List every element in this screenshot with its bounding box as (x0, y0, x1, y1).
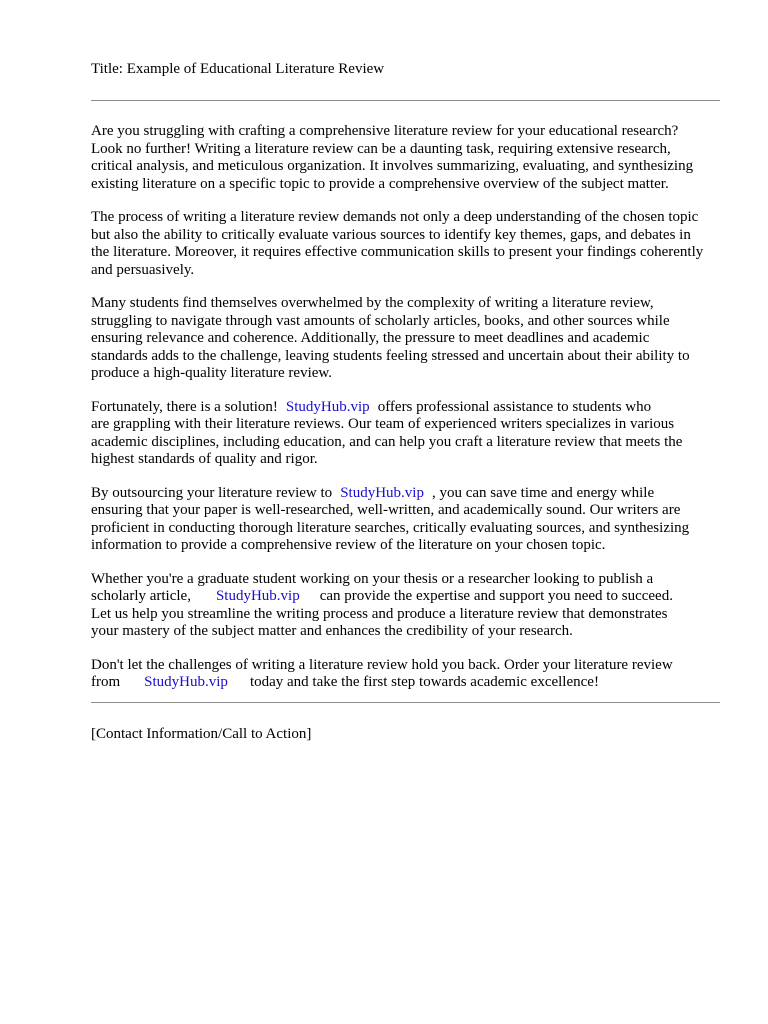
text-segment: can provide the expertise and support you need to succeed. (319, 588, 673, 604)
text-line: critical analysis, and meticulous organization. It involves summarizing, evaluating, and synthesizing (91, 158, 694, 174)
text-line: ensuring that your paper is well-researched, well-written, and academically sound. Our writers are (91, 502, 681, 518)
text-line (91, 485, 731, 503)
text-line: your mastery of the subject matter and enhances the credibility of your research. (91, 623, 573, 639)
text-segment: today and take the first step towards academic excellence! (249, 674, 599, 690)
paragraph-process (91, 209, 731, 279)
text-line: Many students find themselves overwhelmed by the complexity of writing a literature review, (91, 295, 654, 311)
text-line: proficient in conducting thorough literature searches, critically evaluating sources, and synthesizing (91, 519, 690, 536)
contact-call-to-action: [Contact Information/Call to Action] (91, 726, 312, 742)
text-line: produce a high-quality literature review. (91, 365, 333, 381)
text-line: Let us help you streamline the writing process and produce a literature review that demonstrates (91, 605, 668, 622)
studyhub-link[interactable]: StudyHub.vip (340, 484, 424, 501)
studyhub-link[interactable]: StudyHub.vip (215, 588, 300, 604)
text-line: existing literature on a specific topic to provide a comprehensive overview of the subject matter. (91, 175, 669, 192)
text-line: highest standards of quality and rigor. (91, 451, 318, 467)
text-line: struggling to navigate through vast amounts of scholarly articles, books, and other sources while (91, 312, 670, 329)
text-line: academic disciplines, including education, and can help you craft a literature review that meets the (91, 433, 683, 450)
text-segment: offers professional assistance to students who (377, 398, 652, 415)
text-line: ensuring relevance and coherence. Additionally, the pressure to meet deadlines and academic (91, 330, 650, 346)
bottom-divider (91, 702, 720, 703)
studyhub-link[interactable]: StudyHub.vip (285, 398, 370, 415)
paragraph-call-to-action (91, 657, 731, 692)
text-line (91, 399, 731, 417)
text-segment: By outsourcing your literature review to (91, 484, 333, 501)
text-line: are grappling with their literature reviews. Our team of experienced writers specializes in various (91, 416, 675, 432)
top-divider (91, 100, 720, 101)
text-segment: , you can save time and energy while (431, 484, 655, 501)
text-line: information to provide a comprehensive review of the literature on your chosen topic. (91, 537, 606, 553)
text-line (91, 588, 731, 606)
text-segment: from (91, 674, 121, 690)
paragraph-challenges (91, 295, 731, 383)
text-line: standards adds to the challenge, leaving students feeling stressed and uncertain about their ability to (91, 347, 690, 364)
text-line: but also the ability to critically evaluate various sources to identify key themes, gaps, and debates in (91, 226, 691, 243)
text-line: The process of writing a literature review demands not only a deep understanding of the chosen topic (91, 209, 699, 225)
paragraph-solution (91, 399, 731, 469)
text-line: Don't let the challenges of writing a literature review hold you back. Order your literature review (91, 656, 673, 673)
document-body (91, 123, 731, 708)
document-title: Title: Example of Educational Literature Review (91, 61, 385, 77)
text-line: the literature. Moreover, it requires effective communication skills to present your findings coherently (91, 244, 704, 260)
text-segment: scholarly article, (91, 588, 191, 604)
paragraph-outsourcing (91, 485, 731, 555)
text-line: and persuasively. (91, 261, 195, 278)
text-line: Look no further! Writing a literature review can be a daunting task, requiring extensive research, (91, 140, 671, 157)
text-line: Are you struggling with crafting a comprehensive literature review for your educational research? (91, 123, 679, 139)
text-segment: Fortunately, there is a solution! (91, 398, 278, 415)
paragraph-audience (91, 571, 731, 641)
text-line (91, 674, 731, 692)
studyhub-link[interactable]: StudyHub.vip (144, 674, 228, 690)
paragraph-intro (91, 123, 731, 193)
text-line: Whether you're a graduate student working on your thesis or a researcher looking to publish a (91, 570, 654, 587)
